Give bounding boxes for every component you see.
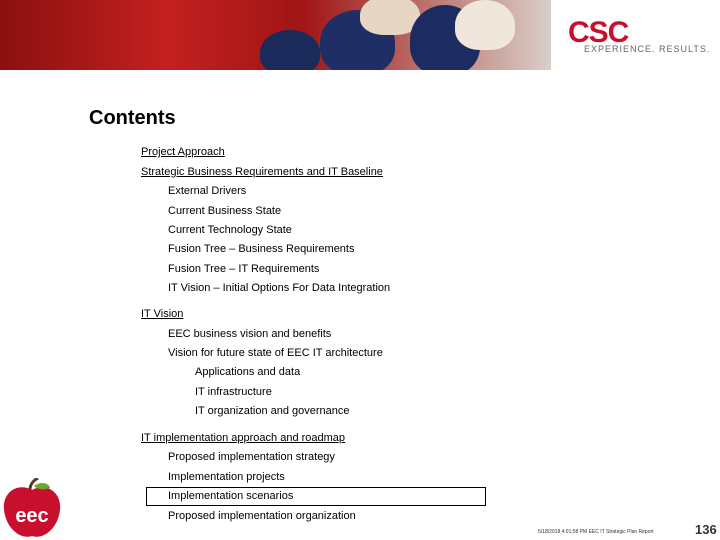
csc-logo [551,0,720,70]
page-title: Contents [89,107,176,129]
header-banner-image [0,0,551,70]
toc-item: IT organization and governance [195,405,350,417]
toc-item: EEC business vision and benefits [168,328,332,340]
toc-item: Fusion Tree – Business Requirements [168,243,355,255]
toc-item[interactable]: IT Vision [141,308,184,320]
toc-item: Proposed implementation strategy [168,451,335,463]
toc-item: Vision for future state of EEC IT architecture [168,347,383,359]
toc-item: Proposed implementation organization [168,510,356,522]
toc-item: Applications and data [195,366,301,378]
eec-logo [0,478,64,540]
toc-item: Implementation projects [168,471,285,483]
toc-item[interactable]: Project Approach [141,146,225,158]
toc-item: Fusion Tree – IT Requirements [168,263,320,275]
toc-item-selected[interactable]: Implementation scenarios [168,490,294,502]
toc-item[interactable]: IT implementation approach and roadmap [141,432,346,444]
cyclist-figure [260,30,320,70]
page-number: 136 [695,522,717,537]
csc-logo-tagline: EXPERIENCE. RESULTS. [584,44,711,54]
toc-item: Current Technology State [168,224,292,236]
csc-logo-mark: CSC [568,16,629,49]
toc-item: IT infrastructure [195,386,272,398]
cyclist-figure [455,0,515,50]
toc-item: Current Business State [168,205,282,217]
toc-item: IT Vision – Initial Options For Data Integration [168,282,391,294]
toc-item: External Drivers [168,185,247,197]
footer-note: 5/18/2018 4:01:58 PM EEC IT Strategic Plan Report [538,529,654,535]
eec-logo-text: eec [15,505,49,527]
toc-item[interactable]: Strategic Business Requirements and IT Baseline [141,166,383,178]
